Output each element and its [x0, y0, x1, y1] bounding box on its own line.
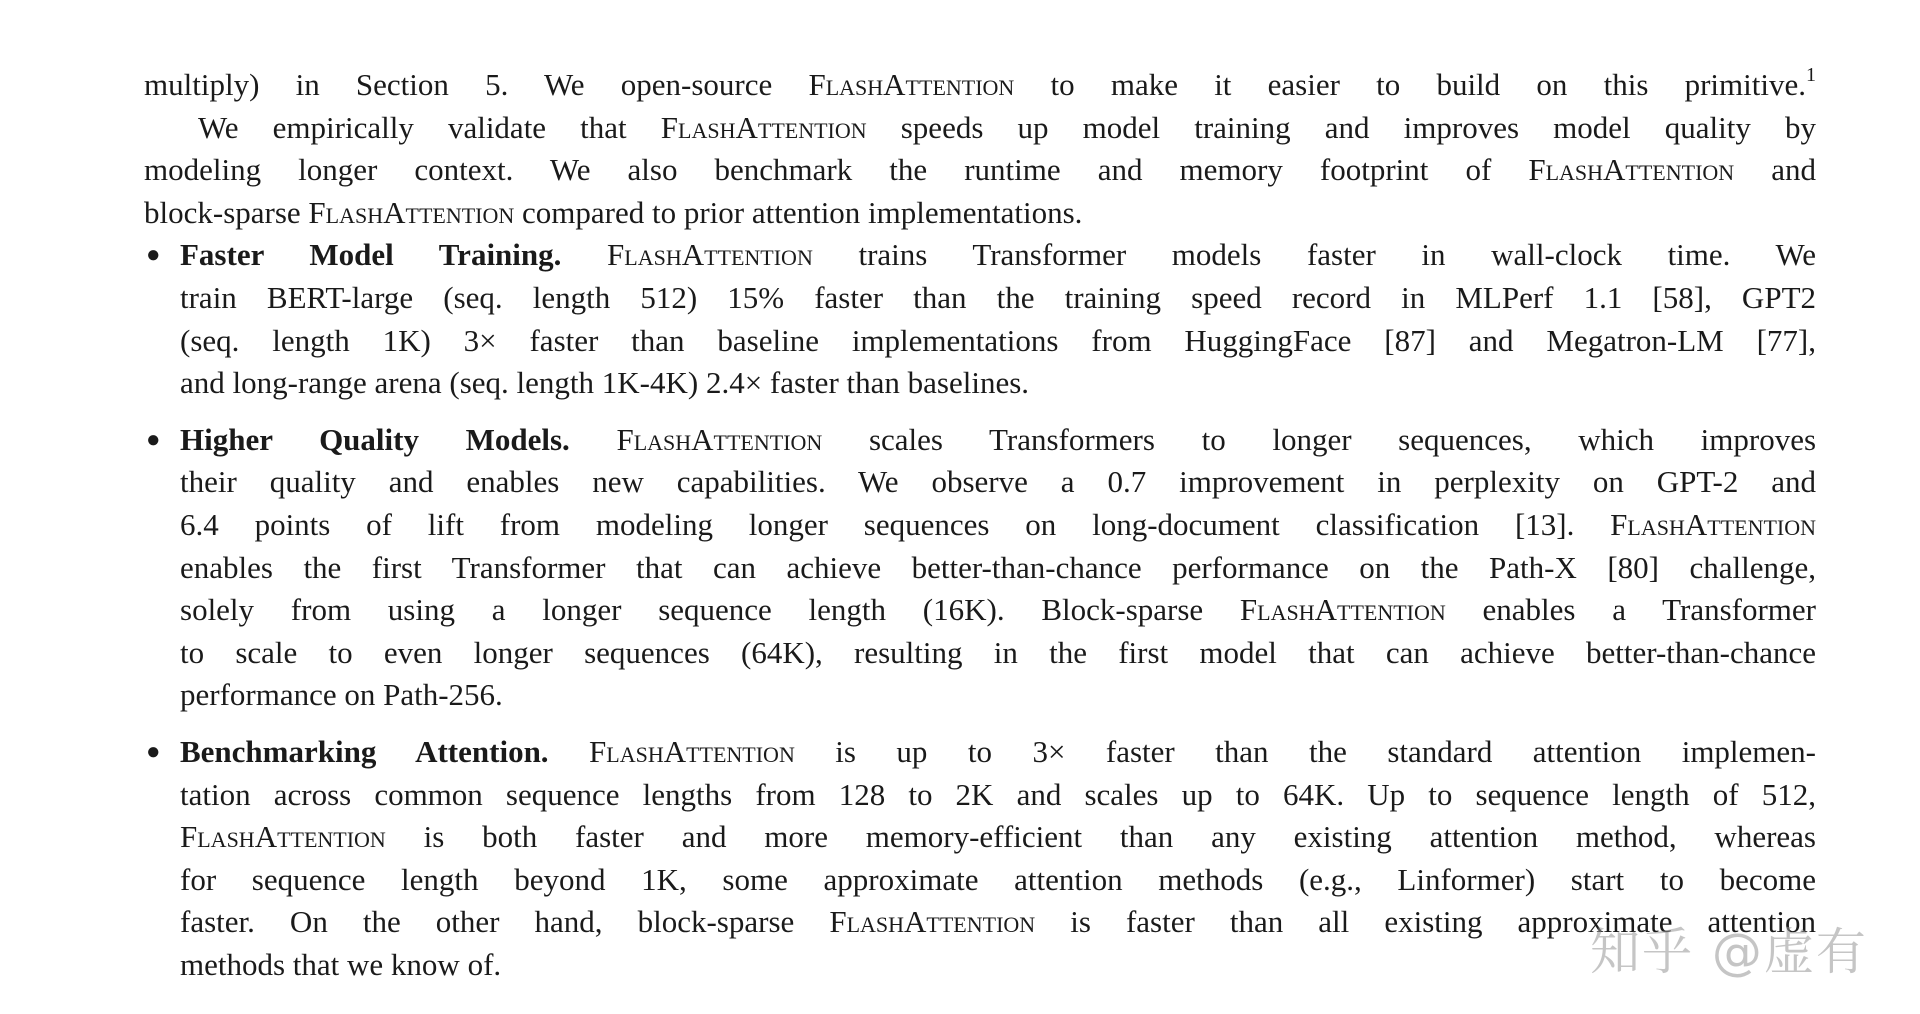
bullet-line: faster. On the other hand, block-sparse FlashAttention is faster than all existing approximate attention	[180, 904, 1816, 940]
bullet-first-line	[180, 731, 1816, 774]
bullet-title: Faster Model Training.	[180, 237, 562, 273]
bullet-title: Benchmarking Attention.	[180, 733, 549, 769]
footnote-marker: 1	[1806, 64, 1816, 86]
bullet-line: performance on Path-256.	[180, 677, 503, 713]
bullet-line: for sequence length beyond 1K, some approximate attention methods (e.g., Linformer) start to become	[180, 861, 1816, 897]
bullet-line: 6.4 points of lift from modeling longer sequences on long-document classification [13]. FlashAttention	[180, 506, 1816, 542]
bullet-line: (seq. length 1K) 3× faster than baseline implementations from HuggingFace [87] and Megatron-LM [77],	[180, 322, 1816, 358]
bullet-dot: ●	[146, 426, 161, 453]
zhihu-watermark: 知乎 @虚有	[1590, 923, 1868, 981]
paper-body	[144, 64, 1816, 986]
bullet-first-line	[180, 234, 1816, 277]
bullet-faster-training	[144, 234, 1816, 404]
bullet-line: solely from using a longer sequence length (16K). Block-sparse FlashAttention enables a Transformer	[180, 592, 1816, 628]
bullet-line: methods that we know of.	[180, 946, 502, 982]
bullet-higher-quality	[144, 419, 1816, 717]
bullet-line: to scale to even longer sequences (64K), resulting in the first model that can achieve better-than-chance	[180, 634, 1816, 670]
bullet-title: Higher Quality Models.	[180, 421, 570, 457]
bullet-line: their quality and enables new capabilities. We observe a 0.7 improvement in perplexity on GPT-2 and	[180, 464, 1816, 500]
bullet-benchmarking	[144, 731, 1816, 987]
intro-paragraph-2	[144, 107, 1816, 235]
bullet-dot: ●	[146, 242, 161, 269]
bullet-line: and long-range arena (seq. length 1K-4K) 2.4× faster than baselines.	[180, 365, 1030, 401]
bullet-line: FlashAttention is both faster and more memory-efficient than any existing attention method, whereas	[180, 819, 1816, 855]
bullet-line-text: FlashAttention is up to 3× faster than the standard attention implemen-	[589, 733, 1817, 769]
bullet-line: train BERT-large (seq. length 512) 15% faster than the training speed record in MLPerf 1.1 [58], GPT2	[180, 279, 1816, 315]
intro-line-1	[144, 64, 1816, 107]
intro-para2-line: block-sparse FlashAttention compared to prior attention implementations.	[144, 194, 1083, 230]
bullet-first-line	[180, 419, 1816, 462]
intro-para2-line: We empirically validate that FlashAttention speeds up model training and improves model quality by	[198, 109, 1816, 145]
intro-line-1-text: multiply) in Section 5. We open-source FlashAttention to make it easier to build on this primitive.	[144, 67, 1806, 102]
bullet-line-text: FlashAttention scales Transformers to longer sequences, which improves	[616, 421, 1817, 457]
bullet-line: tation across common sequence lengths from 128 to 2K and scales up to 64K. Up to sequence length of 512,	[180, 776, 1816, 812]
bullet-line: enables the first Transformer that can achieve better-than-chance performance on the Path-X [80] challenge,	[180, 549, 1816, 585]
intro-para2-line: modeling longer context. We also benchmark the runtime and memory footprint of FlashAttention and	[144, 152, 1816, 188]
bullet-dot: ●	[146, 738, 161, 765]
bullet-line-text: FlashAttention trains Transformer models faster in wall-clock time. We	[607, 237, 1816, 273]
